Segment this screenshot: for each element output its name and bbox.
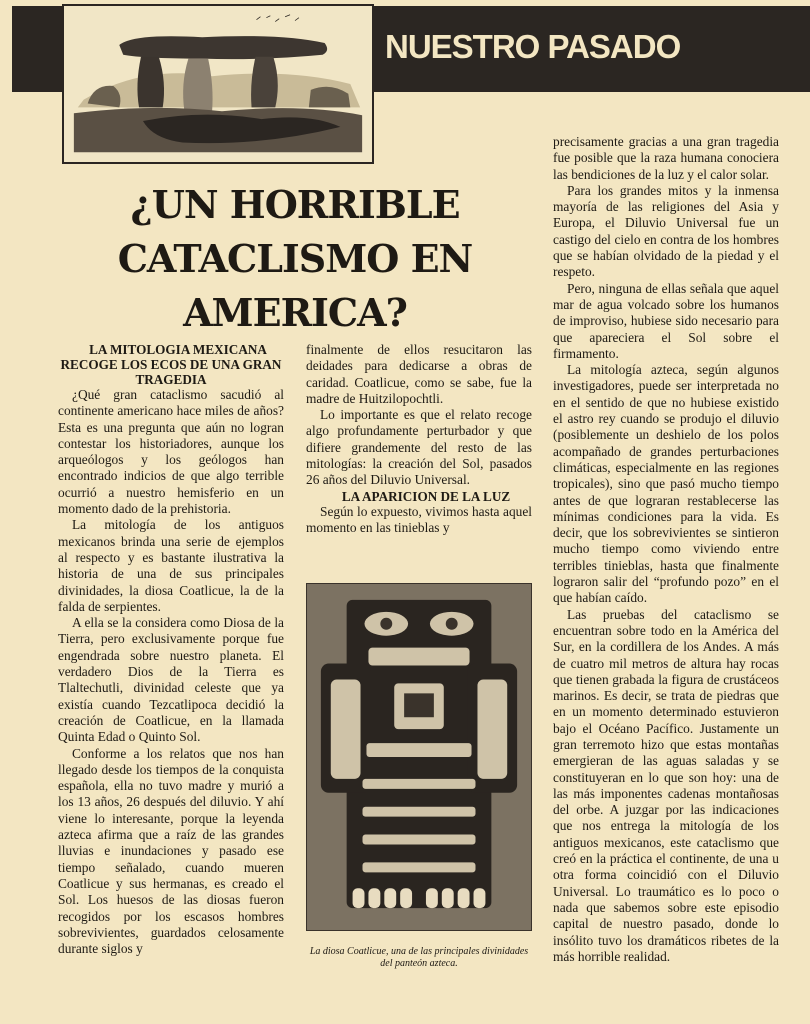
paragraph: precisamente gracias a una gran tragedia fue posible que la raza humana conociera las bendiciones de la luz y el calor solar. [553,134,779,182]
headline-line-2: CATACLISMO EN [117,236,473,281]
dolmen-illustration [62,4,374,164]
paragraph: ¿Qué gran cataclismo sacudió al continente americano hace miles de años? Esta es una pregunta que aún no logran contestar los historiadores, aunque los arqueólogos y los geólogos han encontrado indicios de que algo terrible ocurrió a nuestro hemisferio en un momento dado de la prehistoria. [58,387,284,517]
headline-line-1: ¿UN HORRIBLE [130,182,460,227]
subheading-aparicion: LA APARICION DE LA LUZ [341,488,511,504]
paragraph: A ella se la considera como Diosa de la Tierra, pero exclusivamente porque fue engendrada sobre nuestro planeta. El verdadero Dios de la Tierra es Tlaltechutli, divinidad celeste que ya existía cuando Tezcatlipoca decidió la creación de Coatlicue, en la llamada Quinta Edad o Quinto Sol. [58,615,284,745]
paragraph: La mitología azteca, según algunos investigadores, puede ser interpretada no en el sentido de que no hubiese existido el astro rey cuando se produjo el diluvio (posiblemente un deshielo de los polos acompañado de grandes perturbaciones climáticas, especialmente en las regiones tropicales), sino que pasó mucho tiempo antes de que lograran restablecerse las mínimas condiciones para la vida. Es decir, que los sobrevivientes se sintieron mucho tiempo como viviendo entre terribles tinieblas, hasta que finalmente lograron salir del “profundo pozo” en el que habían caído. [553,362,779,606]
paragraph: La mitología de los antiguos mexicanos brinda una serie de ejemplos al respecto y es bastante ilustrativa la historia de una de sus principales divinidades, la diosa Coatlicue, la de la falda de serpientes. [58,517,284,614]
subheading-mitologia: LA MITOLOGIA MEXICANA RECOGE LOS ECOS DE UNA GRAN TRAGEDIA [60,342,282,387]
paragraph: Pero, ninguna de ellas señala que aquel mar de agua volcado sobre los humanos de improviso, hubiese sido necesario para que apareciera el Sol sobre el firmamento. [553,280,779,361]
column-1 [58,342,284,957]
photo-caption: La diosa Coatlicue, una de las principales divinidades del panteón azteca. [309,946,529,969]
section-title: NUESTRO PASADO [385,28,681,65]
column-3 [553,134,779,965]
paragraph: Según lo expuesto, vivimos hasta aquel momento en las tinieblas y [306,503,532,535]
paragraph: Para los grandes mitos y la inmensa mayoría de las religiones del Asia y Europa, el Diluvio Universal fue un castigo del cielo en contra de los hombres que se habían olvidado de la piedad y el respeto. [553,182,779,280]
paragraph: Conforme a los relatos que nos han llegado desde los tiempos de la conquista española, ella no tuvo madre y murió a los 13 años, 26 después del diluvio. Y ahí viene lo interesante, porque la leyenda azteca afirma que a raíz de las grandes lluvias e inundaciones y pasado ese tiempo señalado, cuando mueren Coatlicue y sus hermanas, es creado el Sol. Los huesos de las diosas fueron recogidos por los escasos hombres sobrevivientes, guardados celosamente durante siglos y [58,745,284,957]
paragraph: finalmente de ellos resucitaron las deidades para dedicarse a obras de caridad. Coatlicue, como se sabe, fue la madre de Huitzilopochtli. [306,342,532,406]
headline-line-3: AMERICA? [183,290,407,335]
paragraph: Lo importante es que el relato recoge algo profundamente perturbador y que difiere grandemente del resto de las mitologías: la creación del Sol, pasados 26 años del Diluvio Universal. [306,407,532,488]
article-headline [110,178,480,340]
column-2 [306,342,532,536]
coatlicue-photo [306,583,532,931]
paragraph: Las pruebas del cataclismo se encuentran sobre todo en la América del Sur, en la cordillera de los Andes. A más de cuatro mil metros de altura hay rocas que tienen grabada la figura de crustáceos marinos. Es decir, se trata de piedras que en un momento determinado estuvieron bajo el Océano Pacífico. Justamente un gran terremoto hizo que estas montañas emergieran de las aguas saladas y se constituyeran en lo que son hoy: una de las más imponentes cadenas montañosas del orbe. A juzgar por las indicaciones que nos entrega la mitología de los antiguos mexicanos, este cataclismo que creó en la práctica el continente, de una u otra forma coincidió con el Diluvio Universal. Lo traumático es lo poco o nada que sabemos sobre este episodio capital de nuestro pasado, donde lo insólito tuvo los dramáticos ribetes de la más horrible realidad. [553,606,779,964]
